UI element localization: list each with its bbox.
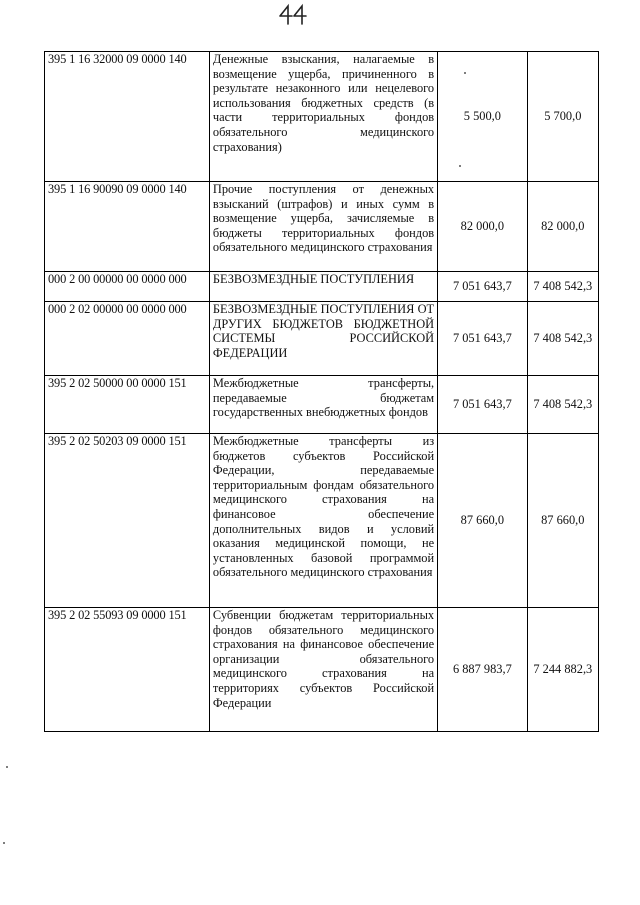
table-row xyxy=(45,302,599,376)
revenue-name: Прочие поступления от денежных взысканий (штрафов) и иных сумм в возмещение ущерба, зачисляемые в бюджеты территориальных фондов обязательного медицинского страхования xyxy=(212,182,435,255)
budget-code-cell: 000 2 00 00000 00 0000 000 xyxy=(45,272,210,302)
handwritten-page-number xyxy=(276,2,316,28)
budget-code-cell: 395 1 16 32000 09 0000 140 xyxy=(45,52,210,182)
budget-code-cell: 000 2 02 00000 00 0000 000 xyxy=(45,302,210,376)
revenue-name-cell xyxy=(209,52,437,182)
scan-speck xyxy=(6,766,8,768)
budget-code-cell: 395 2 02 50203 09 0000 151 xyxy=(45,434,210,608)
amount-cell-1: 7 051 643,7 xyxy=(438,376,527,434)
revenue-name: БЕЗВОЗМЕЗДНЫЕ ПОСТУПЛЕНИЯ xyxy=(212,272,415,286)
amount-cell-1: 7 051 643,7 xyxy=(438,272,527,302)
scan-speck xyxy=(464,72,466,74)
table-row xyxy=(45,272,599,302)
table-row xyxy=(45,52,599,182)
revenue-name: Денежные взыскания, налагаемые в возмещение ущерба, причиненного в результате незаконного или нецелевого использования бюджетных средств (в части территориальных фондов обязательного медицинского страхования) xyxy=(212,52,435,154)
budget-code-cell: 395 1 16 90090 09 0000 140 xyxy=(45,182,210,272)
amount-cell-1: 87 660,0 xyxy=(438,434,527,608)
budget-code-cell: 395 2 02 55093 09 0000 151 xyxy=(45,608,210,732)
table-row xyxy=(45,182,599,272)
revenue-name-cell xyxy=(209,434,437,608)
revenue-name-cell xyxy=(209,376,437,434)
revenue-name: БЕЗВОЗМЕЗДНЫЕ ПОСТУПЛЕНИЯ ОТ ДРУГИХ БЮДЖЕТОВ БЮДЖЕТНОЙ СИСТЕМЫ РОССИЙСКОЙ ФЕДЕРАЦИИ xyxy=(212,302,435,360)
scan-speck xyxy=(459,165,461,167)
budget-revenue-table xyxy=(44,51,599,732)
revenue-name-cell xyxy=(209,272,437,302)
revenue-name: Межбюджетные трансферты из бюджетов субъектов Российской Федерации, передаваемые территориальным фондам обязательного медицинского страхования на финансовое обеспечение дополнительных видов и условий оказания медицинской помощи, не установленных базовой программой обязательного медицинского страхования xyxy=(212,434,435,580)
revenue-name-cell xyxy=(209,182,437,272)
amount-cell-2: 87 660,0 xyxy=(527,434,598,608)
amount-cell-2: 82 000,0 xyxy=(527,182,598,272)
amount-cell-2: 7 408 542,3 xyxy=(527,302,598,376)
scan-speck xyxy=(3,842,5,844)
amount-cell-1: 6 887 983,7 xyxy=(438,608,527,732)
amount-cell-1: 5 500,0 xyxy=(438,52,527,182)
revenue-name-cell xyxy=(209,302,437,376)
page-number xyxy=(276,2,316,28)
amount-cell-2: 7 244 882,3 xyxy=(527,608,598,732)
amount-cell-2: 7 408 542,3 xyxy=(527,376,598,434)
amount-cell-1: 7 051 643,7 xyxy=(438,302,527,376)
table-row xyxy=(45,434,599,608)
amount-cell-2: 5 700,0 xyxy=(527,52,598,182)
revenue-name: Межбюджетные трансферты, передаваемые бюджетам государственных внебюджетных фондов xyxy=(212,376,435,420)
revenue-name: Субвенции бюджетам территориальных фондов обязательного медицинского страхования на финансовое обеспечение организации обязательного медицинского страхования на территориях субъектов Российской Федерации xyxy=(212,608,435,710)
revenue-name-cell xyxy=(209,608,437,732)
amount-cell-2: 7 408 542,3 xyxy=(527,272,598,302)
table-row xyxy=(45,376,599,434)
table-row xyxy=(45,608,599,732)
amount-cell-1: 82 000,0 xyxy=(438,182,527,272)
budget-code-cell: 395 2 02 50000 00 0000 151 xyxy=(45,376,210,434)
